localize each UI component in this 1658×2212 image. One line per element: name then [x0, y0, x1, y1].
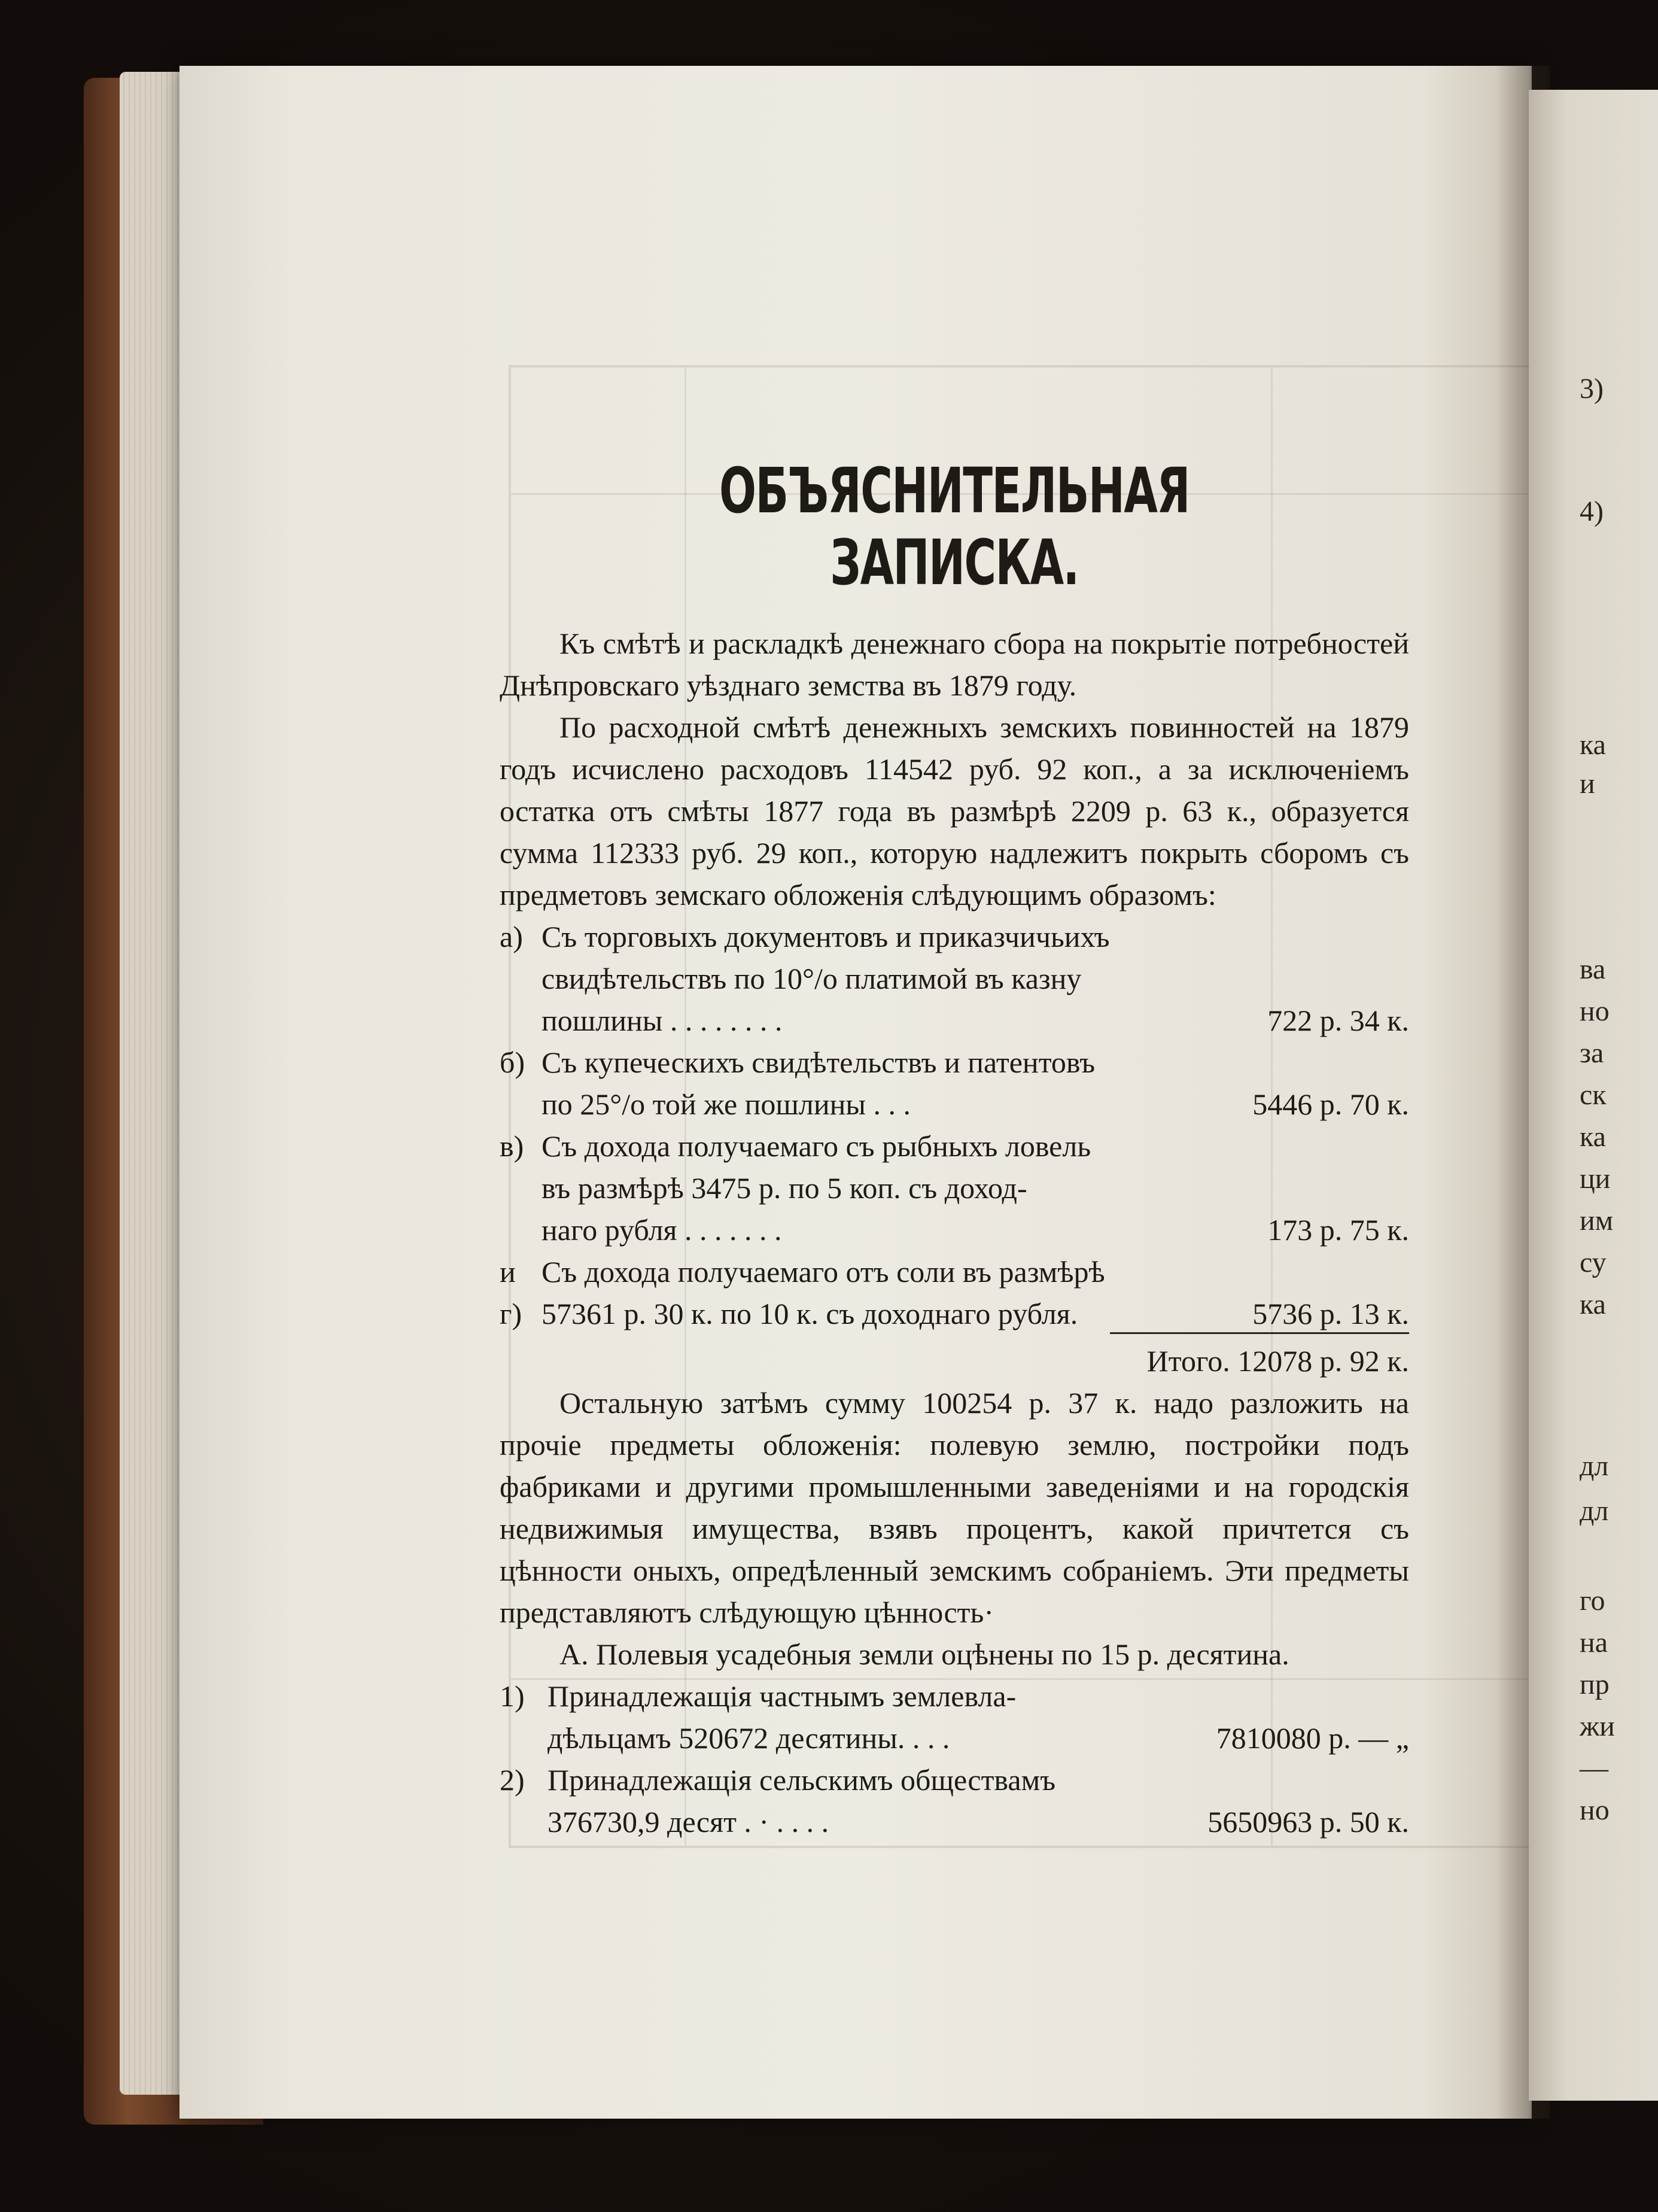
item-marker: в) [500, 1129, 524, 1163]
right-page-fragment: на [1580, 1627, 1608, 1658]
land-items-list [500, 1675, 1409, 1843]
item-marker: б) [500, 1046, 525, 1079]
right-page-fragment: го [1580, 1585, 1605, 1617]
right-page-fragment: но [1580, 1794, 1610, 1826]
item-amount: 5650963 р. 50 к. [1207, 1805, 1409, 1839]
total-line [500, 1340, 1409, 1382]
item-last-line: 57361 р. 30 к. по 10 к. съ доходнаго рубля. [541, 1297, 1078, 1330]
right-page-fragment: и [1580, 768, 1595, 800]
revenue-item [500, 1041, 1409, 1125]
item-line: Съ купеческихъ свидѣтельствъ и патентовъ [541, 1046, 1096, 1079]
item-amount: 7810080 р. — „ [1216, 1721, 1409, 1755]
item-last-line: дѣльцамъ 520672 десятины. . . . [547, 1721, 950, 1755]
right-page-fragment: ка [1580, 1289, 1606, 1320]
right-page-fragment: ци [1580, 1163, 1611, 1195]
total-value: Итого. 12078 р. 92 к. [1146, 1344, 1409, 1378]
right-page-fragment: им [1580, 1205, 1614, 1236]
item-marker: и г) [500, 1255, 522, 1330]
right-page-fragment: пр [1580, 1669, 1610, 1700]
right-page-fragment: 3) [1580, 373, 1604, 405]
item-line: Съ дохода получаемаго отъ соли въ размѣрѣ [541, 1255, 1105, 1289]
item-line: въ размѣрѣ 3475 р. по 5 коп. съ доход- [541, 1171, 1027, 1205]
item-amount: 5446 р. 70 к. [1252, 1087, 1409, 1121]
right-page-fragment: су [1580, 1247, 1607, 1278]
land-item [500, 1675, 1409, 1759]
item-last-line: по 25°/о той же пошлины . . . [541, 1087, 911, 1121]
item-amount: 173 р. 75 к. [1267, 1213, 1409, 1247]
revenue-item [500, 1251, 1409, 1335]
item-last-line: наго рубля . . . . . . . [541, 1213, 782, 1247]
right-page-fragment: за [1580, 1037, 1604, 1069]
total-rule [1110, 1332, 1409, 1334]
item-line: Съ дохода получаемаго съ рыбныхъ ловель [541, 1129, 1091, 1163]
item-last-line: 376730,9 десят . · . . . . [547, 1805, 829, 1839]
section-a-heading: А. Полевыя усадебныя земли оцѣнены по 15 р. десятина. [559, 1637, 1289, 1671]
item-marker: 2) [500, 1763, 525, 1797]
item-line: Съ торговыхъ документовъ и приказчичьихъ [541, 920, 1110, 953]
item-amount: 722 р. 34 к. [1267, 1004, 1409, 1037]
right-page-fragment: жи [1580, 1710, 1615, 1742]
right-page-fragment: но [1580, 995, 1610, 1027]
revenue-items-list [500, 916, 1409, 1335]
remainder-paragraph: Остальную затѣмъ сумму 100254 р. 37 к. надо разложить на прочіе предметы обложенія: полевую землю, постройки подъ фабриками и другими промышленными заведеніями и на городскія недвижимыя имущества, взявъ процентъ, какой причтется съ цѣнности оныхъ, опредѣленный земскимъ собраніемъ. Эти предметы представляютъ слѣдующую цѣнность· [500, 1386, 1409, 1629]
right-page-fragment: ва [1580, 953, 1606, 985]
item-line: Принадлежащія сельскимъ обществамъ [547, 1763, 1056, 1797]
right-page-fragment: ка [1580, 729, 1606, 761]
item-marker: а) [500, 920, 523, 953]
right-page-fragment: дл [1580, 1495, 1609, 1527]
land-item [500, 1759, 1409, 1843]
item-amount: 5736 р. 13 к. [1252, 1297, 1409, 1330]
item-line: Принадлежащія частнымъ землевла- [547, 1679, 1017, 1713]
item-last-line: пошлины . . . . . . . . [541, 1004, 783, 1037]
page-title: ОБЪЯСНИТЕЛЬНАЯ ЗАПИСКА. [719, 454, 1189, 599]
item-line: свидѣтельствъ по 10°/о платимой въ казну [541, 962, 1082, 995]
item-marker: 1) [500, 1679, 525, 1713]
right-page-fragment: ск [1580, 1079, 1607, 1111]
right-page-fragment: ка [1580, 1121, 1606, 1153]
document-text [500, 455, 1409, 1843]
revenue-item [500, 1125, 1409, 1251]
intro-paragraph: По расходной смѣтѣ денежныхъ земскихъ повинностей на 1879 годъ исчислено расходовъ 114542 руб. 92 коп., а за исключеніемъ остатка отъ смѣты 1877 года въ размѣрѣ 2209 р. 63 к., образуется сумма 112333 руб. 29 коп., которую надлежитъ покрыть сборомъ съ предметовъ земскаго обложенія слѣдующимъ образомъ: [500, 710, 1409, 911]
right-page-fragment: — [1580, 1752, 1608, 1784]
subtitle-paragraph: Къ смѣтѣ и раскладкѣ денежнаго сбора на покрытіе потребностей Днѣпровскаго уѣзднаго земства въ 1879 году. [500, 627, 1409, 702]
right-page-fragment: 4) [1580, 496, 1604, 527]
right-page-fragment: дл [1580, 1450, 1609, 1482]
revenue-item [500, 916, 1409, 1041]
